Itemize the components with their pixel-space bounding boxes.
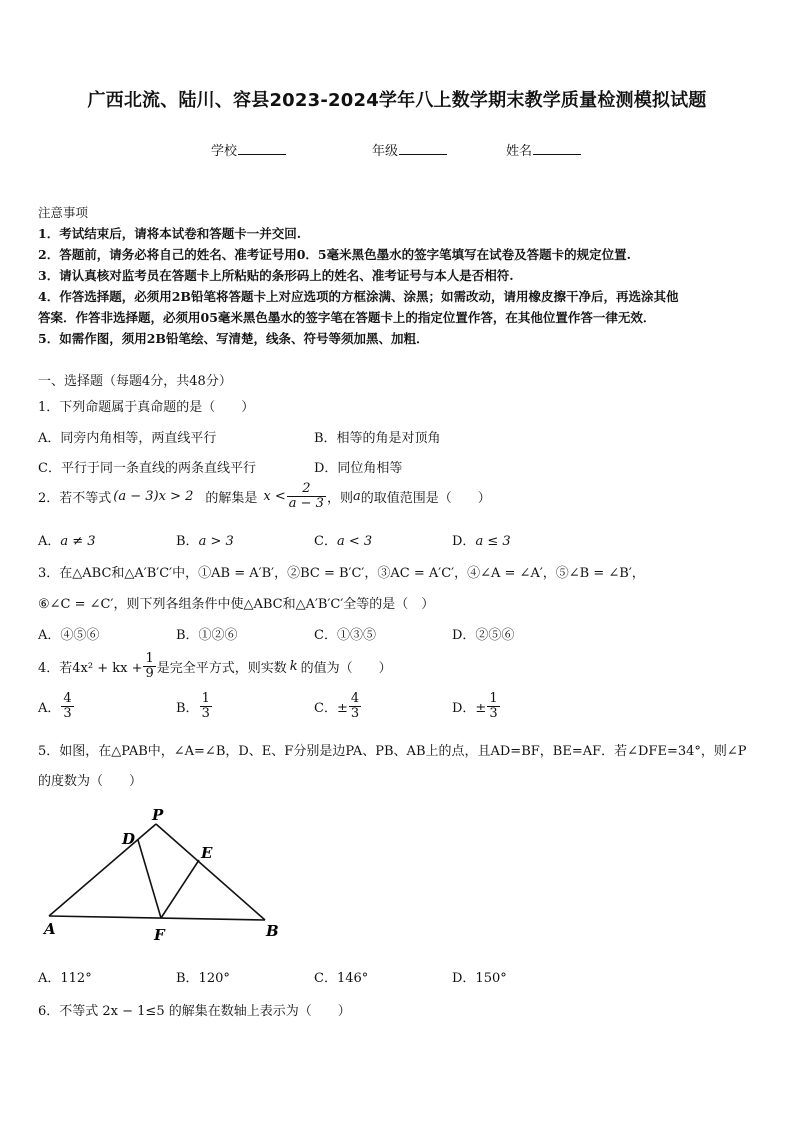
q2-option-c-label: C． [314,534,337,549]
q2-var-a: a [352,488,361,504]
q2-option-d-value: a ≤ 3 [475,534,511,549]
q4-option-a-frac [61,692,73,720]
q1-option-c[interactable]: C．平行于同一条直线的两条直线平行 [38,461,256,476]
notice-item-3: 3．请认真核对监考员在答题卡上所粘贴的条形码上的姓名、准考证号与本人是否相符. [38,268,514,283]
q4-option-d-label: D．± [452,700,487,716]
q2-option-d-label: D． [452,534,476,549]
q1-stem: 1．下列命题属于真命题的是（ ） [38,400,255,415]
q4-frac-den: 9 [145,665,154,681]
q2-option-a-label: A． [38,534,61,549]
q4-text-3: 的值为（ ） [300,660,392,676]
q4-option-b-label: B． [176,700,199,716]
segment-ap [49,824,156,916]
school-blank[interactable] [238,143,286,155]
name-label: 姓名 [506,144,533,159]
q4-option-d[interactable] [452,692,501,720]
q4-c-den: 3 [350,705,360,721]
q4-a-num: 4 [63,691,72,706]
notice-item-4: 4．作答选择题，必须用2B铅笔将答题卡上对应选项的方框涂满、涂黑；如需改动，请用橡皮擦干净后，再选涂其他 [38,289,679,304]
q5-triangle-diagram [38,800,298,950]
q4-frac-num: 1 [145,651,154,666]
q5-option-b[interactable]: B．120° [176,971,230,986]
q4-d-den: 3 [489,705,498,721]
q4-var-k: k [289,658,298,674]
q4-option-b[interactable] [176,692,213,720]
q4-d-num: 1 [489,691,498,706]
q6-stem: 6．不等式 2x − 1≤5 的解集在数轴上表示为（ ） [38,1004,351,1019]
segment-fe [161,860,199,918]
q5-option-a[interactable]: A．112° [38,971,92,986]
school-field[interactable] [211,140,286,159]
grade-label: 年级 [372,144,399,159]
notice-item-4-cont: 答案．作答非选择题，必须用05毫米黑色墨水的签字笔在答题卡上的指定位置作答，在其他位置作答一律无效． [38,310,656,325]
q4-b-num: 1 [201,691,210,706]
q5-option-d[interactable]: D．150° [452,971,507,986]
grade-field[interactable] [372,140,447,159]
q4-fraction [143,652,155,680]
notice-item-5: 5．如需作图，须用2B铅笔绘、写清楚，线条、符号等须加黑、加粗． [38,331,429,346]
q4-option-c-frac [349,692,361,720]
q2-option-c-value: a < 3 [336,534,373,549]
segment-ab [49,916,265,920]
triangle-lines [49,824,265,920]
q4-option-a[interactable] [38,692,75,720]
grade-blank[interactable] [399,143,447,155]
q5-line-1: 5．如图，在△PAB中，∠A=∠B，D、E、F分别是边PA、PB、AB上的点，且AD=BF，BE=AF．若∠DFE=34°，则∠P [38,744,747,759]
q2-frac-den: a − 3 [288,495,324,511]
notice-item-2: 2．答题前，请务必将自己的姓名、准考证号用0．5毫米黑色墨水的签字笔填写在试卷及答题卡的规定位置. [38,247,631,262]
q2-text-2: 的解集是 [205,490,258,506]
q2-option-a-value: a ≠ 3 [60,534,96,549]
q4-option-c-label: C．± [314,700,348,716]
label-p: P [152,806,164,824]
label-b: B [266,922,279,940]
q3-option-a[interactable]: A．④⑤⑥ [38,628,100,643]
q2-text-1: 2．若不等式 [38,490,112,506]
q4-text-2: 是完全平方式，则实数 [156,660,287,676]
q2-option-c[interactable] [314,530,372,549]
q3-line-2: ⑥∠C = ∠C′，则下列各组条件中使△ABC和△A′B′C′全等的是（ ） [38,597,435,612]
q1-option-a[interactable]: A．同旁内角相等，两直线平行 [38,431,217,446]
notice-heading: 注意事项 [38,205,89,220]
q2-option-b[interactable] [176,530,234,549]
q4-text-1: 4．若4x² + kx + [38,660,143,676]
q2-option-b-value: a > 3 [198,534,234,549]
q4-option-b-frac [200,692,212,720]
q1-option-b[interactable]: B．相等的角是对顶角 [314,431,441,446]
q4-option-c[interactable] [314,692,362,720]
label-d: D [122,830,136,848]
label-e: E [201,844,213,862]
name-field[interactable] [506,140,581,159]
q1-option-d[interactable]: D．同位角相等 [314,461,403,476]
q2-option-d[interactable] [452,530,511,549]
segment-df [138,840,161,918]
q4-option-d-frac [487,692,499,720]
q4-stem [38,652,392,680]
q5-option-c[interactable]: C．146° [314,971,369,986]
q3-option-b[interactable]: B．①②⑥ [176,628,238,643]
q2-inequality: (a − 3)x > 2 [113,488,194,504]
q2-option-b-label: B． [176,534,199,549]
q2-option-a[interactable] [38,530,96,549]
q2-text-4: 的取值范围是（ ） [360,490,491,506]
q2-text-3: ，则 [326,490,353,506]
q4-b-den: 3 [201,705,210,721]
q4-option-a-label: A． [38,700,61,716]
segment-pb [156,824,265,920]
q4-a-den: 3 [63,705,72,721]
section-heading: 一、选择题（每题4分，共48分） [38,374,232,389]
q5-line-2: 的度数为（ ） [38,774,143,789]
page-title: 广西北流、陆川、容县2023-2024学年八上数学期末教学质量检测模拟试题 [87,90,707,111]
q2-fraction [287,482,326,510]
label-f: F [154,926,165,944]
q2-stem [38,482,491,510]
label-a: A [44,920,56,938]
q3-option-c[interactable]: C．①③⑤ [314,628,376,643]
name-blank[interactable] [533,143,581,155]
q3-line-1: 3．在△ABC和△A′B′C′中，①AB = A′B′，②BC = B′C′，③AC = A′C′，④∠A = ∠A′，⑤∠B = ∠B′， [38,566,645,581]
q2-x-less: x < [263,488,286,504]
notice-item-1: 1．考试结束后，请将本试卷和答题卡一并交回. [38,226,302,241]
q2-frac-num: 2 [302,481,311,496]
school-label: 学校 [211,144,238,159]
q4-c-num: 4 [350,691,360,706]
q3-option-d[interactable]: D．②⑤⑥ [452,628,515,643]
